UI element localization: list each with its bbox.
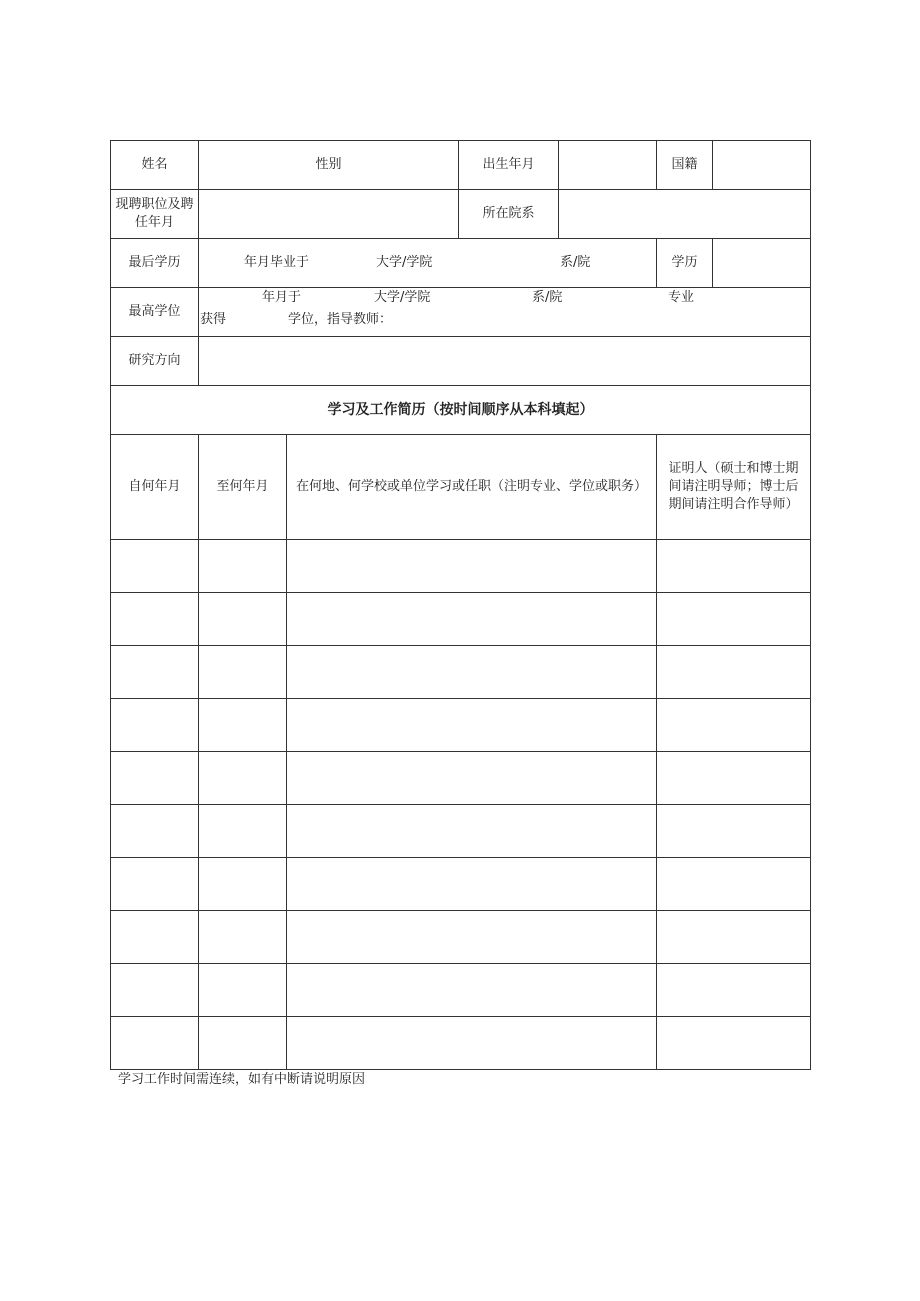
witness-cell[interactable] bbox=[657, 964, 811, 1017]
name-gender-cell[interactable] bbox=[199, 141, 459, 190]
witness-cell[interactable] bbox=[657, 805, 811, 858]
degree-advisor-text: 学位，指导教师： bbox=[288, 312, 393, 327]
from-cell[interactable] bbox=[111, 699, 199, 752]
position-field[interactable] bbox=[199, 190, 459, 239]
from-cell[interactable] bbox=[111, 805, 199, 858]
highest-degree-label: 最高学位 bbox=[111, 288, 199, 337]
to-cell[interactable] bbox=[199, 911, 287, 964]
from-cell[interactable] bbox=[111, 593, 199, 646]
from-cell[interactable] bbox=[111, 540, 199, 593]
table-row bbox=[111, 646, 811, 699]
last-education-field[interactable] bbox=[199, 239, 657, 288]
name-label: 姓名 bbox=[111, 141, 199, 190]
degree-dept-text: 系/院 bbox=[532, 290, 563, 305]
last-education-label: 最后学历 bbox=[111, 239, 199, 288]
degree-obtained-text: 获得 bbox=[200, 312, 227, 327]
where-cell[interactable] bbox=[287, 646, 657, 699]
table-row bbox=[111, 964, 811, 1017]
where-cell[interactable] bbox=[287, 858, 657, 911]
table-row bbox=[111, 911, 811, 964]
where-cell[interactable] bbox=[287, 964, 657, 1017]
grad-dept-text: 系/院 bbox=[560, 255, 591, 270]
where-cell[interactable] bbox=[287, 1017, 657, 1070]
to-cell[interactable] bbox=[199, 752, 287, 805]
grad-university-text: 大学/学院 bbox=[376, 255, 433, 270]
highest-degree-field[interactable] bbox=[199, 288, 811, 337]
degree-year-month-text: 年月于 bbox=[262, 290, 302, 305]
witness-cell[interactable] bbox=[657, 646, 811, 699]
from-cell[interactable] bbox=[111, 964, 199, 1017]
grad-year-month-text: 年月毕业于 bbox=[244, 255, 310, 270]
table-row bbox=[111, 1017, 811, 1070]
birth-label: 出生年月 bbox=[459, 141, 559, 190]
section-title: 学习及工作简历（按时间顺序从本科填起） bbox=[111, 386, 811, 435]
table-row bbox=[111, 699, 811, 752]
department-field[interactable] bbox=[559, 190, 811, 239]
birth-field[interactable] bbox=[559, 141, 657, 190]
table-row bbox=[111, 540, 811, 593]
where-cell[interactable] bbox=[287, 699, 657, 752]
row-research bbox=[111, 337, 811, 386]
nationality-label: 国籍 bbox=[657, 141, 713, 190]
table-row bbox=[111, 593, 811, 646]
from-header: 自何年月 bbox=[111, 435, 199, 540]
table-row bbox=[111, 752, 811, 805]
history-header-row bbox=[111, 435, 811, 540]
from-cell[interactable] bbox=[111, 752, 199, 805]
where-cell[interactable] bbox=[287, 593, 657, 646]
row-position bbox=[111, 190, 811, 239]
to-cell[interactable] bbox=[199, 858, 287, 911]
to-cell[interactable] bbox=[199, 699, 287, 752]
research-field[interactable] bbox=[199, 337, 811, 386]
witness-cell[interactable] bbox=[657, 593, 811, 646]
department-label: 所在院系 bbox=[459, 190, 559, 239]
witness-cell[interactable] bbox=[657, 699, 811, 752]
witness-cell[interactable] bbox=[657, 1017, 811, 1070]
table-row bbox=[111, 805, 811, 858]
to-cell[interactable] bbox=[199, 593, 287, 646]
row-basic-info bbox=[111, 141, 811, 190]
witness-header: 证明人（硕士和博士期间请注明导师；博士后期间请注明合作导师） bbox=[657, 435, 811, 540]
nationality-field[interactable] bbox=[713, 141, 811, 190]
from-cell[interactable] bbox=[111, 1017, 199, 1070]
table-row bbox=[111, 858, 811, 911]
witness-cell[interactable] bbox=[657, 752, 811, 805]
education-label: 学历 bbox=[657, 239, 713, 288]
where-cell[interactable] bbox=[287, 752, 657, 805]
witness-cell[interactable] bbox=[657, 858, 811, 911]
to-cell[interactable] bbox=[199, 540, 287, 593]
where-cell[interactable] bbox=[287, 540, 657, 593]
to-cell[interactable] bbox=[199, 964, 287, 1017]
from-cell[interactable] bbox=[111, 646, 199, 699]
research-label: 研究方向 bbox=[111, 337, 199, 386]
degree-university-text: 大学/学院 bbox=[374, 290, 431, 305]
row-section-title bbox=[111, 386, 811, 435]
witness-cell[interactable] bbox=[657, 540, 811, 593]
resume-form-table bbox=[110, 140, 811, 1070]
to-cell[interactable] bbox=[199, 1017, 287, 1070]
education-field[interactable] bbox=[713, 239, 811, 288]
footnote: 学习工作时间需连续，如有中断请说明原因 bbox=[118, 1072, 366, 1087]
to-cell[interactable] bbox=[199, 646, 287, 699]
to-header: 至何年月 bbox=[199, 435, 287, 540]
where-header: 在何地、何学校或单位学习或任职（注明专业、学位或职务） bbox=[287, 435, 657, 540]
from-cell[interactable] bbox=[111, 858, 199, 911]
gender-label: 性别 bbox=[315, 157, 342, 172]
where-cell[interactable] bbox=[287, 805, 657, 858]
degree-major-text: 专业 bbox=[668, 290, 695, 305]
where-cell[interactable] bbox=[287, 911, 657, 964]
row-highest-degree bbox=[111, 288, 811, 337]
to-cell[interactable] bbox=[199, 805, 287, 858]
position-label: 现聘职位及聘任年月 bbox=[111, 190, 199, 239]
witness-cell[interactable] bbox=[657, 911, 811, 964]
row-last-education bbox=[111, 239, 811, 288]
from-cell[interactable] bbox=[111, 911, 199, 964]
